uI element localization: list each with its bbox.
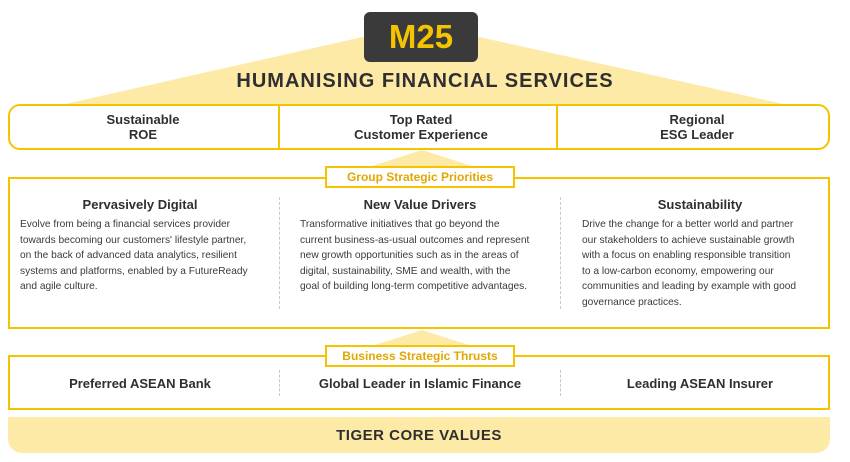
page-title: HUMANISING FINANCIAL SERVICES <box>236 70 614 92</box>
aspiration-line: Regional <box>669 112 725 127</box>
text-line: current business-as-usual outcomes and represent <box>300 234 530 246</box>
text-line: with a focus on enabling responsible transition <box>582 250 791 261</box>
text-line: goal of building long-term competitive advantages. <box>300 281 528 292</box>
aspiration-line: ROE <box>128 127 158 142</box>
text-line: Evolve from being a financial services provider <box>20 219 231 230</box>
thrust-item: Leading ASEAN Insurer <box>626 376 774 391</box>
aspiration-line: ESG Leader <box>660 127 734 142</box>
text-line: our stakeholders to achieve sustainable growth <box>582 234 795 246</box>
text-line: Drive the change for a better world and partner <box>582 219 794 230</box>
text-line: digital, sustainability, SME and wealth, with the <box>300 265 511 277</box>
thrusts-label: Business Strategic Thrusts <box>325 345 515 367</box>
m25-badge: M25 <box>364 12 478 62</box>
text-line: on the back of advanced data analytics, resilient <box>20 250 237 261</box>
text-line: to a low-carbon economy, empowering our <box>582 265 774 277</box>
column-divider <box>560 370 561 396</box>
aspiration-divider <box>556 104 558 150</box>
text-line: and agile culture. <box>20 281 98 292</box>
text-line: Transformative initiatives that go beyond the <box>300 219 500 230</box>
priority-title: New Value Drivers <box>363 197 477 212</box>
priority-description <box>300 217 562 295</box>
thrust-item: Global Leader in Islamic Finance <box>318 376 522 391</box>
text-line: new growth opportunities such as in the areas of <box>300 250 519 261</box>
text-line: governance practices. <box>582 296 682 308</box>
priority-title: Sustainability <box>657 197 743 212</box>
column-divider <box>560 197 561 309</box>
text-line: towards becoming our customers' lifestyle partner, <box>20 234 247 246</box>
core-values-base: TIGER CORE VALUES <box>8 417 830 453</box>
aspiration-sustainable-roe <box>8 104 278 150</box>
priority-description <box>20 217 280 295</box>
aspiration-divider <box>278 104 280 150</box>
priority-title: Pervasively Digital <box>82 197 198 212</box>
aspiration-line: Customer Experience <box>354 127 488 142</box>
priorities-arrow <box>372 150 472 166</box>
aspiration-customer-experience <box>286 104 556 150</box>
column-divider <box>279 197 280 309</box>
column-divider <box>279 370 280 396</box>
text-line: communities and leading by example with good <box>582 281 797 292</box>
aspiration-line: Sustainable <box>106 112 180 127</box>
priorities-label: Group Strategic Priorities <box>325 166 515 188</box>
text-line: systems and platforms, enabled by a FutureReady <box>20 265 248 277</box>
thrust-item: Preferred ASEAN Bank <box>69 376 211 391</box>
aspiration-esg-leader <box>564 104 830 150</box>
priority-description <box>582 217 822 310</box>
aspiration-line: Top Rated <box>389 112 453 127</box>
thrusts-arrow <box>372 330 472 346</box>
